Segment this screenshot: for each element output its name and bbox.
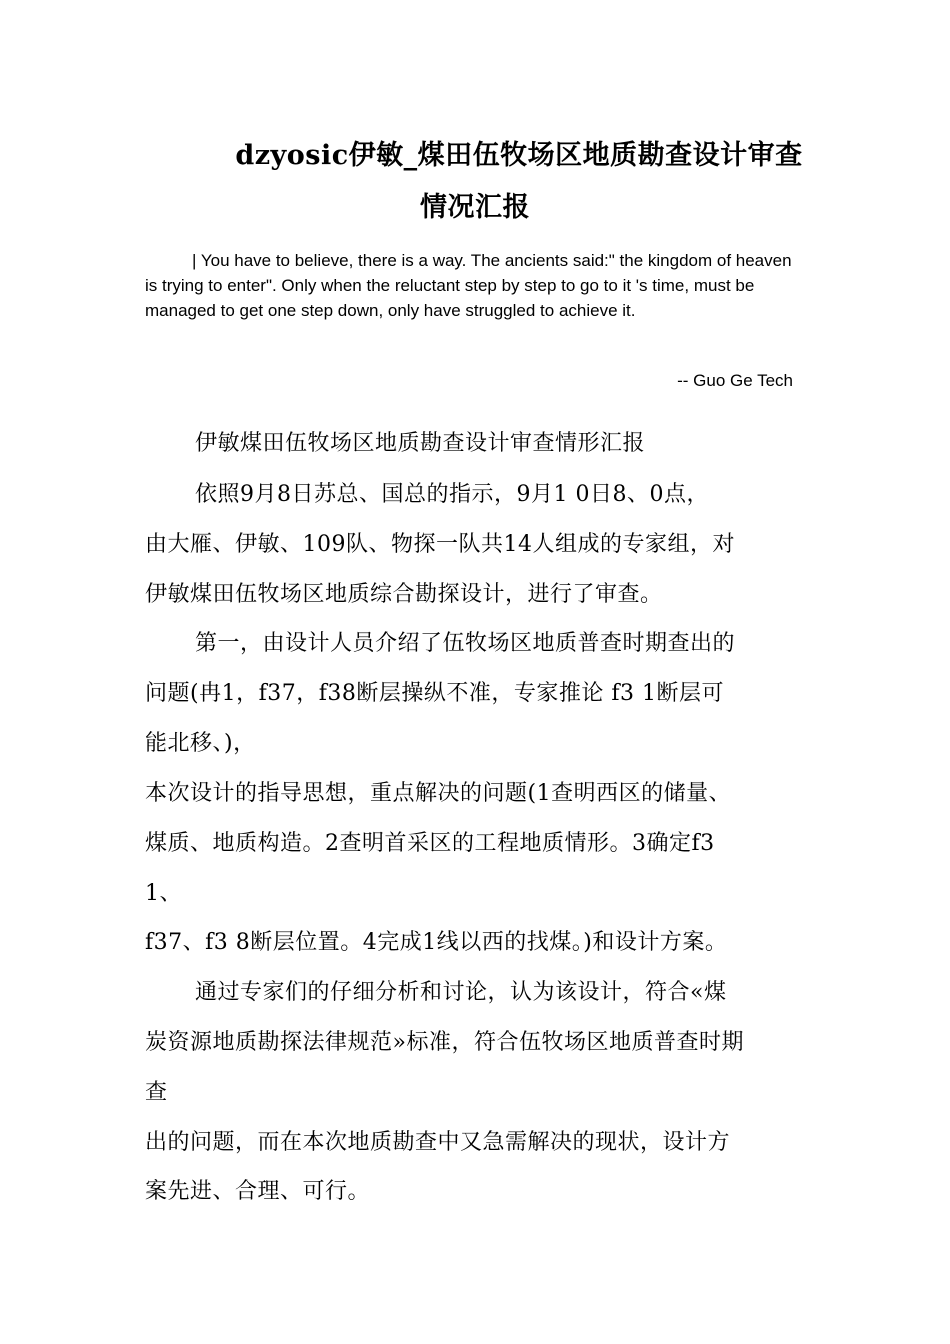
body-line: 查 [145,1080,168,1105]
body-line: 本次设计的指导思想，重点解决的问题(1查明西区的储量、 [145,781,732,806]
body-line: 由大雁、伊敏、109队、物探一队共14人组成的专家组，对 [145,532,735,557]
body-line: 能北移、)， [145,731,256,756]
body-line: f37、f3 8断层位置。4完成1线以西的找煤。)和设计方案。 [145,930,728,955]
epigraph-attribution: -- Guo Ge Tech [677,371,793,390]
body-line: 炭资源地质勘探法律规范»标准，符合伍牧场区地质普查时期 [145,1030,744,1055]
body-line: 1、 [145,881,182,906]
body-line: 问题(冉1，f37，f38断层操纵不准，专家推论 f3 1断层可 [145,681,724,706]
body-line: 煤质、地质构造。2查明首采区的工程地质情形。3确定f3 [145,831,715,856]
body-line: 依照9月8日苏总、国总的指示，9月1 0日8、0点， [195,482,709,507]
body-line: 出的问题，而在本次地质勘查中又急需解决的现状，设计方 [145,1130,731,1155]
body-line: 案先进、合理、可行。 [145,1179,371,1204]
document-title-line-2: 情况汇报 [420,192,530,223]
epigraph-quote: | You have to believe, there is a way. The ancients said:" the kingdom of heaven is trying to enter". Only when the reluctant step by step to go to it 's time, must be managed to get one step down, only have struggled to achieve it. [145,251,792,320]
document-title-line-1: dzyosic伊敏_煤田伍牧场区地质勘查设计审查 [235,140,803,171]
body-line: 通过专家们的仔细分析和讨论，认为该设计，符合«煤 [195,980,727,1005]
body-line: 第一，由设计人员介绍了伍牧场区地质普查时期查出的 [195,631,736,656]
body-line: 伊敏煤田伍牧场区地质勘查设计审查情形汇报 [195,431,646,456]
body-line: 伊敏煤田伍牧场区地质综合勘探设计，进行了审查。 [145,582,663,607]
